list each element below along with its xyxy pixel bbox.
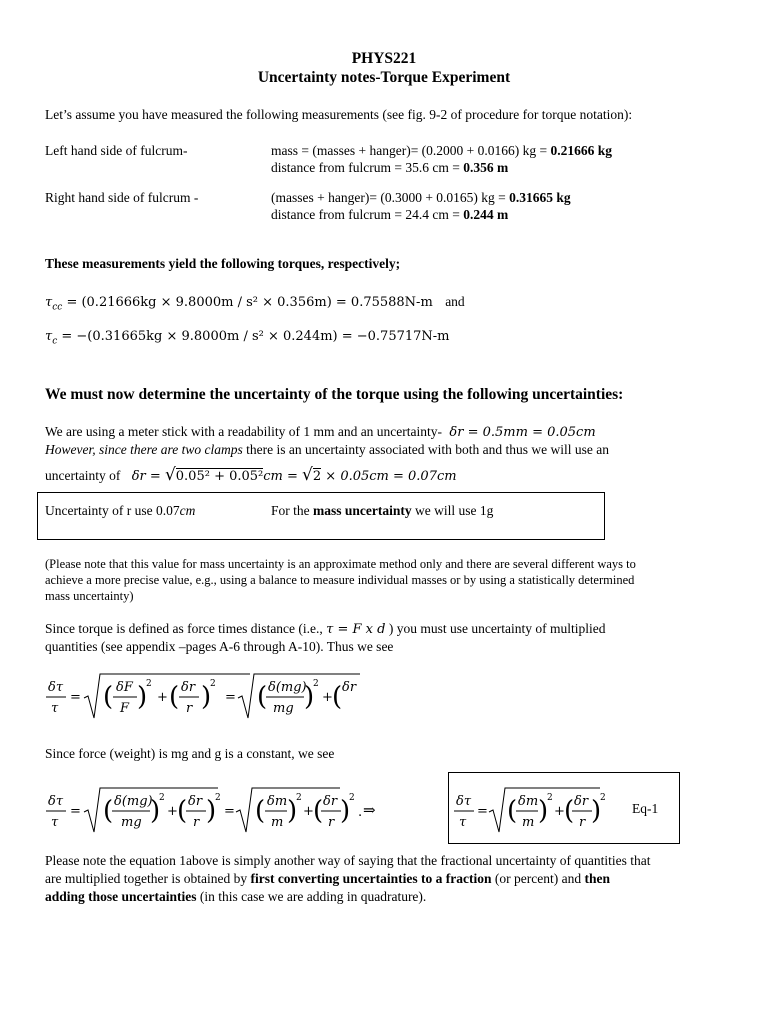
- svg-text:+: +: [167, 804, 178, 819]
- torque-equation-c: [45, 329, 450, 347]
- box-mass-bold: mass uncertainty: [313, 503, 412, 518]
- tau-subscript: cc: [52, 302, 63, 313]
- meter-line-2: [45, 442, 609, 458]
- mass-uncertainty-equation-tail: [40, 782, 420, 838]
- clamps-italic-text: However, since there are two clamps: [45, 442, 243, 457]
- mass-uncertainty-note: [45, 556, 636, 604]
- svg-text:=: =: [477, 804, 488, 819]
- svg-text:m: m: [522, 815, 535, 830]
- svg-text:δ(mg): δ(mg): [114, 794, 153, 809]
- box-r-text: Uncertainty of r use 0.07: [45, 503, 180, 518]
- svg-text:(: (: [332, 682, 343, 712]
- eq1-equation: [452, 782, 622, 838]
- eq-part: × 0.05cm = 0.07cm: [321, 469, 457, 484]
- box-r-uncertainty: [45, 503, 195, 519]
- box-mass-text: For the: [271, 503, 313, 518]
- conclusion-bold: first converting uncertainties to a fraction: [250, 871, 492, 886]
- box-mass-uncertainty: [271, 503, 493, 519]
- torque-uncertainty-equation: [40, 668, 360, 724]
- svg-text:(: (: [177, 796, 188, 826]
- intro-text: Let’s assume you have measured the following measurements (see fig. 9-2 of procedure for torque notation):: [45, 107, 633, 122]
- svg-text:+: +: [322, 690, 333, 705]
- implies-arrow-icon: ⇒: [363, 801, 376, 819]
- svg-text:=: =: [225, 690, 236, 705]
- svg-text:2: 2: [146, 679, 152, 689]
- svg-text:(: (: [255, 796, 266, 826]
- svg-text:): ): [201, 682, 212, 712]
- conclusion-line-3: [45, 889, 426, 905]
- svg-text:): ): [538, 796, 549, 826]
- left-distance-value: 0.356 m: [463, 160, 509, 175]
- combined-uncertainty-equation: [131, 465, 457, 485]
- svg-text:δτ: δτ: [48, 680, 64, 695]
- sqrt-icon: √: [164, 465, 176, 485]
- svg-text:): ): [206, 796, 217, 826]
- conclusion-text: (in this case we are adding in quadrature).: [196, 889, 427, 904]
- svg-text:2: 2: [159, 793, 165, 803]
- torque-def-text-end: ) you must use uncertainty of multiplied: [388, 621, 606, 636]
- svg-text:(: (: [169, 682, 180, 712]
- svg-text:): ): [304, 682, 315, 712]
- svg-text:2: 2: [215, 793, 221, 803]
- right-mass-line: [271, 190, 571, 206]
- conclusion-text: are multiplied together is obtained by: [45, 871, 251, 886]
- right-distance-value: 0.244 m: [463, 207, 509, 222]
- clamps-rest-text: there is an uncertainty associated with both and thus we will use an: [242, 442, 609, 457]
- svg-text:mg: mg: [273, 701, 294, 716]
- svg-text:δr: δr: [574, 794, 589, 809]
- note-line: (Please note that this value for mass uncertainty is an approximate method only and there are several different ways to: [45, 557, 636, 571]
- svg-text:δ(mg): δ(mg): [268, 680, 307, 695]
- svg-text:mg: mg: [121, 815, 142, 830]
- svg-text:2: 2: [210, 679, 216, 689]
- eq1-label: Eq-1: [632, 801, 659, 816]
- svg-text:2: 2: [313, 679, 319, 689]
- meter-line-1: [45, 424, 596, 440]
- tau-subscript: c: [52, 336, 58, 347]
- svg-text:r: r: [193, 815, 200, 830]
- svg-text:(: (: [507, 796, 518, 826]
- eq-part: δr =: [131, 469, 165, 484]
- svg-text:r: r: [579, 815, 586, 830]
- conclusion-line-2: [45, 871, 610, 887]
- tau-symbol: τ: [45, 329, 53, 344]
- svg-text:δm: δm: [518, 794, 539, 809]
- sqrt-icon: √: [302, 465, 313, 485]
- svg-text:=: =: [70, 804, 81, 819]
- svg-text:r: r: [328, 815, 335, 830]
- conclusion-bold: adding those uncertainties: [45, 889, 197, 904]
- svg-text:(: (: [564, 796, 575, 826]
- conclusion-text: (or percent) and: [491, 871, 585, 886]
- svg-text:δF: δF: [116, 680, 133, 695]
- right-distance-line: [271, 207, 508, 223]
- svg-text:τ: τ: [51, 701, 59, 716]
- torque-def-text: Since torque is defined as force times distance (i.e.,: [45, 621, 323, 636]
- svg-text:δr: δr: [342, 680, 357, 695]
- svg-text:): ): [150, 796, 161, 826]
- right-mass-value: 0.31665 kg: [509, 190, 571, 205]
- svg-text:): ): [591, 796, 602, 826]
- meter-text-1: We are using a meter stick with a readability of 1 mm and an uncertainty-: [45, 424, 443, 439]
- torque-equation-cc: [45, 294, 465, 313]
- svg-text:2: 2: [349, 793, 355, 803]
- svg-text:m: m: [271, 815, 284, 830]
- left-side-label: Left hand side of fulcrum-: [45, 143, 188, 158]
- conclusion-line-1: Please note the equation 1above is simply another way of saying that the fractional uncertainty of quantities that: [45, 853, 651, 868]
- svg-text:=: =: [70, 690, 81, 705]
- left-distance-text: distance from fulcrum = 35.6 cm =: [271, 160, 464, 175]
- box-r-unit: cm: [179, 503, 196, 518]
- left-distance-line: [271, 160, 508, 176]
- eq-part: cm =: [263, 469, 303, 484]
- svg-text:): ): [137, 682, 148, 712]
- right-distance-text: distance from fulcrum = 24.4 cm =: [271, 207, 464, 222]
- svg-text:δm: δm: [267, 794, 288, 809]
- torque-cc-expression: = (0.21666kg × 9.8000m / s² × 0.356m) = 0.75588N-m: [66, 295, 433, 310]
- svg-text:(: (: [313, 796, 324, 826]
- svg-text:(: (: [103, 682, 114, 712]
- svg-text:r: r: [186, 701, 193, 716]
- uncertainty-heading: We must now determine the uncertainty of the torque using the following uncertainties:: [45, 386, 624, 403]
- svg-text:δτ: δτ: [456, 794, 472, 809]
- torque-definition-line-2: quantities (see appendix –pages A-6 through A-10). Thus we see: [45, 639, 394, 654]
- torque-def-equation: τ = F x d: [326, 622, 386, 637]
- tau-symbol: τ: [45, 295, 53, 310]
- page-title: Uncertainty notes-Torque Experiment: [257, 69, 511, 86]
- svg-text:.: .: [358, 805, 363, 820]
- uncertainty-of-text: uncertainty of: [45, 468, 121, 483]
- torque-cc-and: and: [445, 294, 465, 309]
- svg-text:+: +: [157, 690, 168, 705]
- note-line: achieve a more precise value, e.g., using a balance to measure individual masses or by using a statistically determined: [45, 573, 635, 587]
- torque-definition-line-1: [45, 621, 606, 637]
- radicand: 0.05² + 0.05²: [175, 469, 264, 484]
- torque-uncertainty-equation-end: [338, 668, 368, 724]
- svg-text:): ): [340, 796, 351, 826]
- right-mass-text: (masses + hanger)= (0.3000 + 0.0165) kg =: [271, 190, 510, 205]
- svg-text:2: 2: [600, 793, 606, 803]
- svg-text:2: 2: [296, 793, 302, 803]
- page-title-course: PHYS221: [351, 50, 417, 67]
- svg-text:+: +: [303, 804, 314, 819]
- svg-text:τ: τ: [459, 815, 467, 830]
- left-mass-value: 0.21666 kg: [550, 143, 613, 158]
- svg-text:=: =: [224, 804, 235, 819]
- meter-line-3: [45, 465, 457, 485]
- svg-text:δr: δr: [188, 794, 203, 809]
- svg-text:δr: δr: [323, 794, 338, 809]
- svg-text:+: +: [554, 804, 565, 819]
- svg-text:τ: τ: [51, 815, 59, 830]
- svg-text:2: 2: [547, 793, 553, 803]
- right-side-label: Right hand side of fulcrum -: [45, 190, 199, 205]
- note-line: mass uncertainty): [45, 589, 134, 603]
- svg-text:δτ: δτ: [48, 794, 64, 809]
- conclusion-bold: then: [584, 871, 610, 886]
- svg-text:(: (: [103, 796, 114, 826]
- left-mass-line: [271, 143, 612, 159]
- left-mass-text: mass = (masses + hanger)= (0.2000 + 0.0166) kg =: [271, 143, 551, 158]
- delta-r-equation: δr = 0.5mm = 0.05cm: [449, 425, 596, 440]
- torque-c-expression: = −(0.31665kg × 9.8000m / s² × 0.244m) = −0.75717N-m: [61, 329, 450, 344]
- svg-text:δr: δr: [181, 680, 196, 695]
- radicand: 2: [312, 469, 322, 484]
- svg-text:): ): [287, 796, 298, 826]
- svg-text:F: F: [120, 701, 130, 716]
- force-weight-text: Since force (weight) is mg and g is a constant, we see: [45, 746, 335, 761]
- box-mass-text-end: we will use 1g: [411, 503, 494, 518]
- svg-text:(: (: [257, 682, 268, 712]
- torques-heading: These measurements yield the following torques, respectively;: [45, 256, 401, 271]
